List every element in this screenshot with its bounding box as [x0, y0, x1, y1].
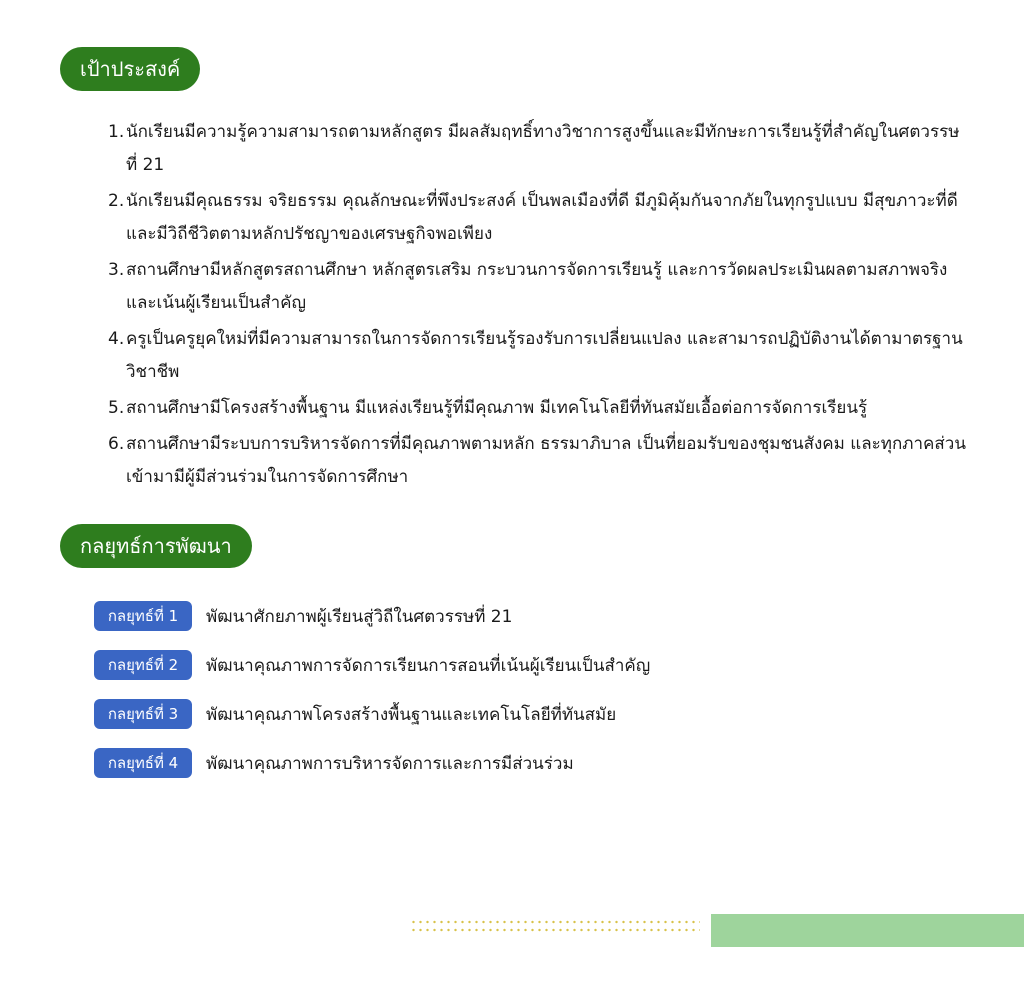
objectives-list: [108, 116, 968, 497]
objective-number: 6.: [108, 434, 125, 454]
objectives-heading: เป้าประสงค์: [60, 47, 200, 91]
strategy-item: [94, 698, 650, 730]
strategy-badge: กลยุทธ์ที่ 1: [94, 601, 192, 631]
footer-green-bar: [711, 914, 1024, 947]
strategy-item: [94, 649, 650, 681]
objective-number: 3.: [108, 260, 125, 280]
strategy-badge: กลยุทธ์ที่ 2: [94, 650, 192, 680]
objective-number: 5.: [108, 398, 125, 418]
objective-item: [108, 428, 968, 494]
strategies-list: [94, 600, 650, 796]
strategies-heading: กลยุทธ์การพัฒนา: [60, 524, 252, 568]
strategy-badge: กลยุทธ์ที่ 4: [94, 748, 192, 778]
objective-item: [108, 116, 968, 182]
objective-text: สถานศึกษามีโครงสร้างพื้นฐาน มีแหล่งเรียนรู้ที่มีคุณภาพ มีเทคโนโลยีที่ทันสมัยเอื้อต่อการจัดการเรียนรู้: [126, 398, 868, 418]
strategy-text: พัฒนาคุณภาพโครงสร้างพื้นฐานและเทคโนโลยีที่ทันสมัย: [206, 704, 617, 725]
objective-text: ครูเป็นครูยุคใหม่ที่มีความสามารถในการจัดการเรียนรู้รองรับการเปลี่ยนแปลง และสามารถปฏิบัติงานได้ตามาตรฐานวิชาชีพ: [126, 329, 963, 382]
objective-item: [108, 254, 968, 320]
objective-text: นักเรียนมีความรู้ความสามารถตามหลักสูตร มีผลสัมฤทธิ์ทางวิชาการสูงขึ้นและมีทักษะการเรียนรู้ที่สำคัญในศตวรรษที่ 21: [126, 122, 960, 175]
strategy-text: พัฒนาคุณภาพการบริหารจัดการและการมีส่วนร่วม: [206, 753, 574, 774]
strategy-item: [94, 600, 650, 632]
objective-item: [108, 323, 968, 389]
objective-number: 4.: [108, 329, 125, 349]
strategy-item: [94, 747, 650, 779]
strategy-text: พัฒนาศักยภาพผู้เรียนสู่วิถีในศตวรรษที่ 21: [206, 606, 513, 627]
footer-dot-pattern: [410, 918, 700, 934]
objective-number: 2.: [108, 191, 125, 211]
objective-item: [108, 185, 968, 251]
objective-text: สถานศึกษามีระบบการบริหารจัดการที่มีคุณภาพตามหลัก ธรรมาภิบาล เป็นที่ยอมรับของชุมชนสังคม และทุกภาคส่วนเข้ามามีผู้มีส่วนร่วมในการจัดการศึกษา: [126, 434, 966, 487]
objective-text: นักเรียนมีคุณธรรม จริยธรรม คุณลักษณะที่พึงประสงค์ เป็นพลเมืองที่ดี มีภูมิคุ้มกันจากภัยในทุกรูปแบบ มีสุขภาวะที่ดี และมีวิถีชีวิตตามหลักปรัชญาของเศรษฐกิจพอเพียง: [126, 191, 958, 244]
strategy-text: พัฒนาคุณภาพการจัดการเรียนการสอนที่เน้นผู้เรียนเป็นสำคัญ: [206, 655, 651, 676]
objective-item: [108, 392, 968, 425]
objective-number: 1.: [108, 122, 125, 142]
strategy-badge: กลยุทธ์ที่ 3: [94, 699, 192, 729]
objective-text: สถานศึกษามีหลักสูตรสถานศึกษา หลักสูตรเสริม กระบวนการจัดการเรียนรู้ และการวัดผลประเมินผลตามสภาพจริงและเน้นผู้เรียนเป็นสำคัญ: [126, 260, 948, 313]
